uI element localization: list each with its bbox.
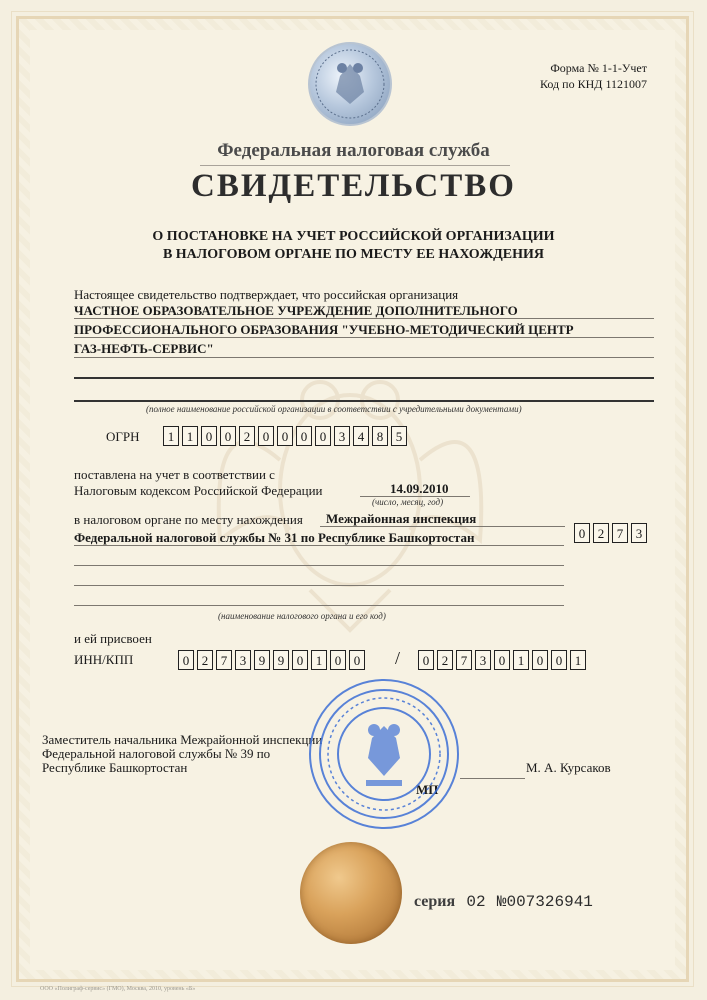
kpp-digit: 3 [475,650,491,670]
tax-office-code-digit: 3 [631,523,647,543]
inn-digit: 7 [216,650,232,670]
kpp-digit: 0 [532,650,548,670]
ogrn-digit: 0 [277,426,293,446]
form-info [540,60,647,92]
divider [74,565,564,566]
inn-digit: 0 [292,650,308,670]
org-name-line: ЧАСТНОЕ ОБРАЗОВАТЕЛЬНОЕ УЧРЕЖДЕНИЕ ДОПОЛНИТЕЛЬНОГО [74,303,518,318]
date-caption: (число, месяц, год) [372,497,444,507]
inn-digit: 3 [235,650,251,670]
position-line: Республике Башкортостан [42,760,188,775]
ogrn-digit: 0 [220,426,236,446]
ogrn-digit: 4 [353,426,369,446]
registered-text: поставлена на учет в соответствии с [74,467,275,482]
ogrn-digit: 1 [163,426,179,446]
inn-kpp-slash: / [395,648,401,668]
tax-office-name: Межрайонная инспекция [326,511,477,526]
tax-office-name: Федеральной налоговой службы № 31 по Республике Башкортостан [74,530,475,545]
signature-line [460,778,525,779]
series-info [414,893,593,911]
ogrn-digit: 2 [239,426,255,446]
series-value: 02 [466,893,486,911]
tax-office-code-digit: 0 [574,523,590,543]
ogrn-digit: 0 [258,426,274,446]
official-stamp-icon [306,676,462,832]
kpp-digit: 0 [551,650,567,670]
ogrn-digit: 0 [315,426,331,446]
kpp-digit: 1 [570,650,586,670]
org-caption: (полное наименование российской организации в соответствии с учредительными документами) [146,404,522,414]
document-title: СВИДЕТЕЛЬСТВО [191,168,516,204]
ogrn-digit: 0 [201,426,217,446]
inn-digit: 9 [273,650,289,670]
assigned-text: и ей присвоен [74,631,152,646]
confirm-text: Настоящее свидетельство подтверждает, что российская организация [74,287,459,302]
tax-office-caption: (наименование налогового органа и его код) [218,611,386,621]
tax-office-code-digit: 7 [612,523,628,543]
knd-code: Код по КНД 1121007 [540,77,647,91]
kpp-digit: 7 [456,650,472,670]
inn-cells [178,650,368,670]
ogrn-digit: 1 [182,426,198,446]
divider [74,377,654,379]
ogrn-digit: 3 [334,426,350,446]
position-line: Федеральной налоговой службы № 39 по [42,746,271,761]
inn-digit: 2 [197,650,213,670]
subtitle-line: О ПОСТАНОВКЕ НА УЧЕТ РОССИЙСКОЙ ОРГАНИЗАЦИИ [152,229,555,244]
org-name-line: ГАЗ-НЕФТЬ-СЕРВИС" [74,341,214,356]
inn-kpp-label: ИНН/КПП [74,652,134,667]
ogrn-digit: 8 [372,426,388,446]
series-number: №007326941 [496,893,593,911]
hologram-emblem-icon [308,42,392,126]
divider [74,337,654,338]
divider [74,545,564,546]
series-label: серия [414,893,456,910]
divider [200,165,510,166]
ogrn-cells [163,426,410,446]
registered-text: Налоговым кодексом Российской Федерации [74,483,323,498]
mp-label: МП [416,782,439,797]
ogrn-digit: 5 [391,426,407,446]
subtitle-line: В НАЛОГОВОМ ОРГАНЕ ПО МЕСТУ ЕЕ НАХОЖДЕНИЯ [162,247,545,262]
kpp-digit: 0 [418,650,434,670]
inn-digit: 0 [349,650,365,670]
tax-office-code-digit: 2 [593,523,609,543]
divider [320,526,565,527]
ogrn-digit: 0 [296,426,312,446]
form-number: Форма № 1-1-Учет [550,61,647,75]
inn-digit: 1 [311,650,327,670]
printer-note: ООО «Полиграф-сервис» (ГМО), Москва, 2010, уровень «Б» [40,986,196,992]
divider [74,357,654,358]
tax-office-code-cells [574,523,650,543]
org-name-line: ПРОФЕССИОНАЛЬНОГО ОБРАЗОВАНИЯ "УЧЕБНО-МЕТОДИЧЕСКИЙ ЦЕНТР [74,322,574,337]
signatory-name: М. А. Курсаков [526,760,611,775]
kpp-cells [418,650,589,670]
divider [74,605,564,606]
divider [74,585,564,586]
kpp-digit: 1 [513,650,529,670]
divider [74,400,654,402]
inn-digit: 0 [178,650,194,670]
registration-date: 14.09.2010 [390,481,449,496]
service-name: Федеральная налоговая служба [217,140,490,161]
gold-seal-icon [300,842,402,944]
tax-office-label: в налоговом органе по месту нахождения [74,512,303,527]
document-subtitle [0,228,707,264]
position-line: Заместитель начальника Межрайонной инспекции [42,732,323,747]
kpp-digit: 0 [494,650,510,670]
ogrn-label: ОГРН [106,429,140,444]
inn-digit: 0 [330,650,346,670]
signatory-position [42,733,322,775]
divider [74,318,654,319]
inn-digit: 9 [254,650,270,670]
kpp-digit: 2 [437,650,453,670]
